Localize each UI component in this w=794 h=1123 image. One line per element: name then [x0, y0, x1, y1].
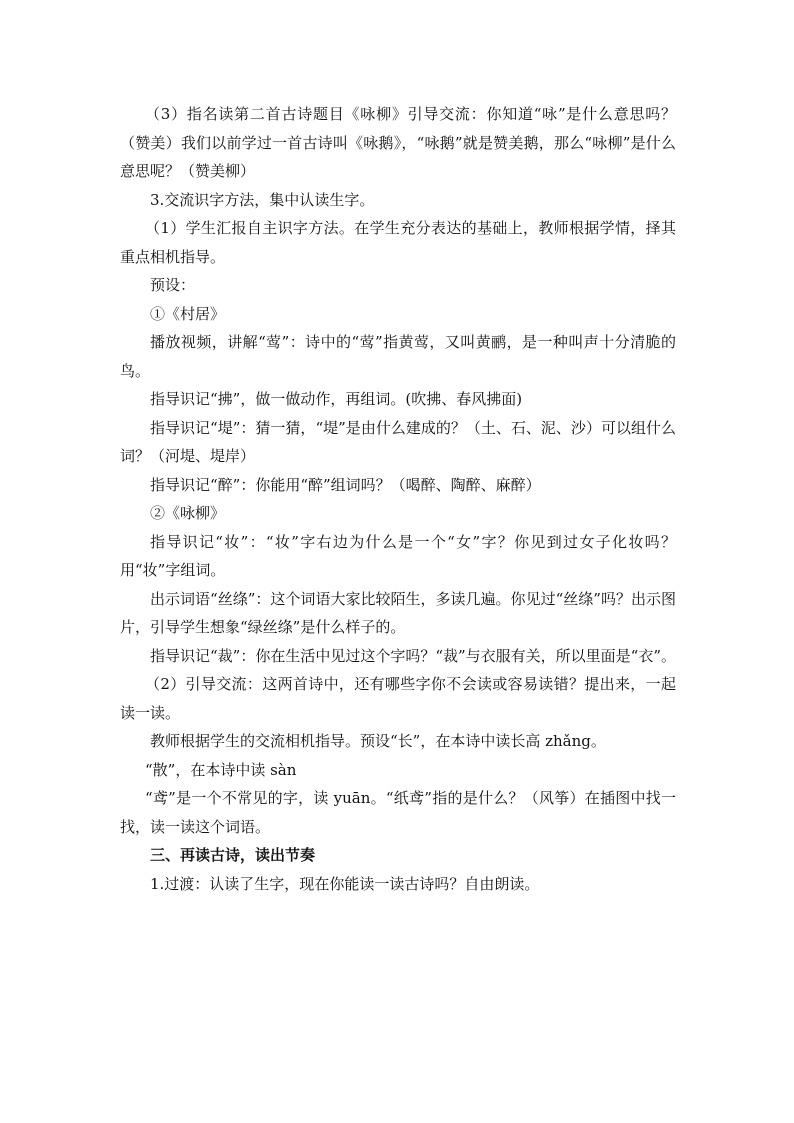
paragraph-sitao-word: 出示词语“丝绦”：这个词语大家比较陌生，多读几遍。你见过“丝绦”吗？出示图片，引导学生想象“绿丝绦”是什么样子的。: [120, 589, 676, 636]
paragraph-teacher-guidance: 教师根据学生的交流相机指导。预设“长”，在本诗中读长高 zhǎng。: [150, 732, 606, 750]
paragraph-transition: 1.过渡：认读了生字，现在你能读一读古诗吗？自由朗读。: [150, 874, 540, 893]
paragraph-cai-character: 指导识记“裁”：你在生活中见过这个字吗？“裁”与衣服有关，所以里面是“衣”。: [150, 646, 677, 665]
paragraph-poem-cunju: ①《村居》: [150, 304, 226, 323]
paragraph-san-pronunciation: “散”，在本诗中读 sàn: [145, 760, 297, 779]
paragraph-preset-label: 预设：: [150, 276, 196, 294]
paragraph-ying-explanation: 播放视频，讲解“莺”：诗中的“莺”指黄莺，又叫黄鹂，是一种叫声十分清脆的鸟。: [120, 333, 676, 380]
paragraph-zui-character: 指导识记“醉”：你能用“醉”组词吗？（喝醉、陶醉、麻醉）: [150, 475, 541, 494]
paragraph-zhuang-character: 指导识记“妆”：“妆”字右边为什么是一个“女”字？你见到过女子化妆吗？用“妆”字组词。: [120, 532, 676, 579]
paragraph-yuan-character: “鸢”是一个不常见的字，读 yuān。“纸鸢”指的是什么？（风筝）在插图中找一找，读一读这个词语。: [120, 789, 676, 836]
section-heading-reread: 三、再读古诗，读出节奏: [150, 846, 316, 864]
document-body: [120, 100, 676, 898]
paragraph-poem-yongliu: ②《咏柳》: [150, 504, 226, 522]
paragraph-guided-discussion: （2）引导交流：这两首诗中，还有哪些字你不会读或容易读错？提出来，一起读一读。: [120, 675, 676, 722]
paragraph-student-report: （1）学生汇报自主识字方法。在学生充分表达的基础上，教师根据学情，择其重点相机指导。: [120, 219, 676, 266]
paragraph-literacy-methods-heading: 3.交流识字方法，集中认读生字。: [150, 190, 375, 209]
paragraph-fu-character: 指导识记“拂”，做一做动作，再组词。(吹拂、春风拂面): [150, 390, 523, 408]
paragraph-poem-title-discussion: （3）指名读第二首古诗题目《咏柳》引导交流：你知道“咏”是什么意思吗？（赞美）我们以前学过一首古诗叫《咏鹅》，“咏鹅”就是赞美鹅，那么“咏柳”是什么意思呢？（赞美柳）: [120, 105, 676, 180]
paragraph-di-character: 指导识记“堤”：猜一猜，“堤”是由什么建成的？（土、石、泥、沙）可以组什么词？（河堤、堤岸）: [120, 418, 676, 465]
